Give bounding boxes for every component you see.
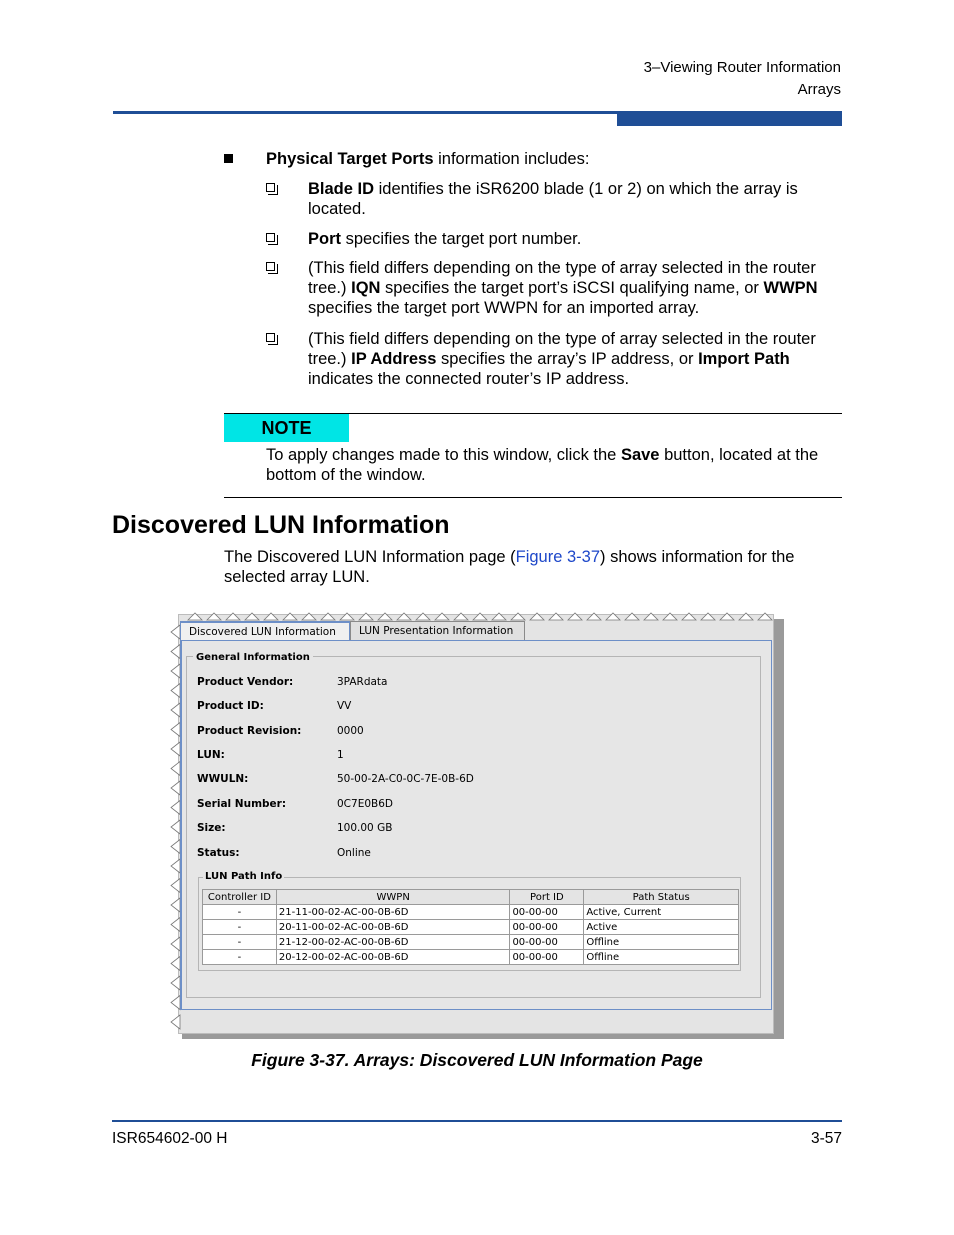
edge-triangle: [378, 613, 392, 620]
cell-controller-id: -: [203, 935, 277, 950]
edge-triangle: [171, 723, 180, 737]
sub-bullet-1: [266, 179, 842, 219]
checkbox-bullet-icon: [266, 333, 275, 342]
text-run: specifies the target port WWPN for an imported array.: [308, 299, 700, 317]
table-row[interactable]: [203, 950, 739, 965]
edge-triangle: [397, 613, 411, 620]
header-rule: [113, 111, 617, 114]
text-run: (This field differs depending on the type of array selected in the router tree.): [308, 330, 816, 368]
edge-triangle: [171, 859, 180, 873]
edge-triangle: [492, 613, 506, 620]
column-header-controller-id[interactable]: Controller ID: [203, 890, 277, 905]
cell-port-id: 00-00-00: [510, 935, 584, 950]
torn-edge-top-decoration: [168, 611, 776, 621]
bold-term: IQN: [351, 279, 381, 297]
cell-port-id: 00-00-00: [510, 950, 584, 965]
edge-triangle: [473, 613, 487, 620]
edge-triangle: [701, 613, 715, 620]
edge-triangle: [511, 613, 525, 620]
bold-term: Port: [308, 230, 341, 248]
column-header-port-id[interactable]: Port ID: [510, 890, 584, 905]
table-row[interactable]: [203, 905, 739, 920]
table-header-row: [203, 890, 739, 905]
edge-triangle: [171, 625, 180, 639]
edge-triangle: [171, 781, 180, 795]
edge-triangle: [302, 613, 316, 620]
cell-wwpn: 21-12-00-02-AC-00-0B-6D: [276, 935, 510, 950]
edge-triangle: [171, 937, 180, 951]
text-run: specifies the target port number.: [341, 230, 582, 248]
edge-triangle: [264, 613, 278, 620]
bold-term: IP Address: [351, 350, 437, 368]
cell-path-status: Active: [584, 920, 739, 935]
sub-bullet-4: [266, 329, 842, 389]
edge-triangle: [171, 801, 180, 815]
field-label: LUN:: [197, 749, 225, 761]
edge-triangle: [321, 613, 335, 620]
edge-triangle: [340, 613, 354, 620]
edge-triangle: [171, 703, 180, 717]
field-label: Status:: [197, 847, 240, 859]
cell-controller-id: -: [203, 920, 277, 935]
bold-term: Import Path: [698, 350, 790, 368]
field-label: Serial Number:: [197, 798, 287, 810]
cell-controller-id: -: [203, 950, 277, 965]
edge-triangle: [739, 613, 753, 620]
general-information-title: General Information: [193, 652, 313, 663]
edge-triangle: [454, 613, 468, 620]
edge-triangle: [359, 613, 373, 620]
edge-triangle: [171, 820, 180, 834]
cell-port-id: 00-00-00: [510, 905, 584, 920]
footer-page-number: 3-57: [810, 1130, 842, 1147]
text-run: identifies the iSR6200 blade (1 or 2) on which the array is located.: [308, 180, 798, 218]
edge-triangle: [171, 976, 180, 990]
edge-triangle: [416, 613, 430, 620]
edge-triangle: [720, 613, 734, 620]
field-label: Product Revision:: [197, 725, 302, 737]
text-run: specifies the target port’s iSCSI qualifying name, or: [380, 279, 764, 297]
field-value: 3PARdata: [337, 676, 388, 688]
sub-bullet-text: [308, 229, 842, 249]
cell-path-status: Offline: [584, 950, 739, 965]
column-header-path-status[interactable]: Path Status: [584, 890, 739, 905]
tab-discovered-lun-information[interactable]: Discovered LUN Information: [180, 621, 350, 640]
field-label: WWULN:: [197, 773, 249, 785]
edge-triangle: [549, 613, 563, 620]
bold-term: Blade ID: [308, 180, 375, 198]
edge-triangle: [245, 613, 259, 620]
header-section: Arrays: [797, 81, 841, 98]
cell-wwpn: 21-11-00-02-AC-00-0B-6D: [276, 905, 510, 920]
field-value: 1: [337, 749, 344, 761]
cell-port-id: 00-00-00: [510, 920, 584, 935]
sub-bullet-text: [308, 329, 842, 389]
field-value: 0C7E0B6D: [337, 798, 393, 810]
footer-rule: [112, 1120, 842, 1122]
cell-path-status: Active, Current: [584, 905, 739, 920]
field-label: Product Vendor:: [197, 676, 294, 688]
header-rule-block: [617, 111, 842, 126]
header-chapter: 3–Viewing Router Information: [643, 59, 841, 76]
edge-triangle: [171, 918, 180, 932]
edge-triangle: [682, 613, 696, 620]
figure-caption: Figure 3-37. Arrays: Discovered LUN Information Page: [251, 1050, 703, 1070]
text-run: specifies the array’s IP address, or: [436, 350, 699, 368]
text-run: (This field differs depending on the type of array selected in the router tree.): [308, 259, 816, 297]
edge-triangle: [226, 613, 240, 620]
edge-triangle: [171, 996, 180, 1010]
edge-triangle: [171, 684, 180, 698]
field-label: Product ID:: [197, 700, 264, 712]
edge-triangle: [587, 613, 601, 620]
edge-triangle: [171, 664, 180, 678]
bullet-bold: Physical Target Ports: [266, 150, 434, 168]
checkbox-bullet-icon: [266, 262, 275, 271]
cell-path-status: Offline: [584, 935, 739, 950]
cell-wwpn: 20-11-00-02-AC-00-0B-6D: [276, 920, 510, 935]
lun-path-table: [202, 889, 739, 965]
edge-triangle: [568, 613, 582, 620]
field-value: 100.00 GB: [337, 822, 393, 834]
edge-triangle: [171, 742, 180, 756]
section-heading: Discovered LUN Information: [112, 511, 450, 539]
note-save-bold: Save: [620, 446, 660, 464]
checkbox-bullet-icon: [266, 233, 275, 242]
edge-triangle: [663, 613, 677, 620]
lun-path-info-title: LUN Path Info: [205, 871, 283, 882]
cell-controller-id: -: [203, 905, 277, 920]
edge-triangle: [171, 840, 180, 854]
note-label: NOTE: [224, 414, 349, 442]
sub-bullet-text: [308, 179, 842, 219]
edge-triangle: [758, 613, 772, 620]
cell-wwpn: 20-12-00-02-AC-00-0B-6D: [276, 950, 510, 965]
section-intro: The Discovered LUN Information page (Figure 3-37) shows information for the selected array LUN.: [224, 548, 795, 586]
edge-triangle: [644, 613, 658, 620]
square-bullet-icon: [224, 154, 233, 163]
bold-term: WWPN: [763, 279, 818, 297]
sub-bullet-2: [266, 229, 842, 249]
bullet-rest: information includes:: [433, 150, 590, 168]
edge-triangle: [171, 645, 180, 659]
edge-triangle: [283, 613, 297, 620]
edge-triangle: [171, 1015, 180, 1029]
edge-triangle: [207, 613, 221, 620]
edge-triangle: [171, 898, 180, 912]
field-value: 50-00-2A-C0-0C-7E-0B-6D: [337, 773, 474, 785]
field-value: VV: [337, 700, 352, 712]
text-run: indicates the connected router’s IP address.: [308, 370, 630, 388]
table-row[interactable]: [203, 920, 739, 935]
field-value: 0000: [337, 725, 364, 737]
edge-triangle: [435, 613, 449, 620]
field-value: Online: [337, 847, 371, 859]
checkbox-bullet-icon: [266, 183, 275, 192]
table-row[interactable]: [203, 935, 739, 950]
field-label: Size:: [197, 822, 226, 834]
edge-triangle: [530, 613, 544, 620]
note-bottom-rule: [224, 497, 842, 498]
column-header-wwpn[interactable]: WWPN: [276, 890, 510, 905]
edge-triangle: [188, 613, 202, 620]
tab-lun-presentation-information[interactable]: LUN Presentation Information: [350, 621, 525, 640]
figure-link[interactable]: Figure 3-37: [515, 548, 601, 566]
note-text: To apply changes made to this window, click the Save button, located at the bottom of the window.: [266, 446, 819, 484]
edge-triangle: [606, 613, 620, 620]
edge-triangle: [171, 957, 180, 971]
figure-screenshot: [168, 611, 784, 1039]
sub-bullet-3: [266, 258, 842, 318]
edge-triangle: [171, 879, 180, 893]
footer-doc-id: ISR654602-00 H: [112, 1130, 228, 1147]
sub-bullet-text: [308, 258, 842, 318]
running-header: [644, 57, 841, 101]
edge-triangle: [171, 762, 180, 776]
edge-triangle: [625, 613, 639, 620]
